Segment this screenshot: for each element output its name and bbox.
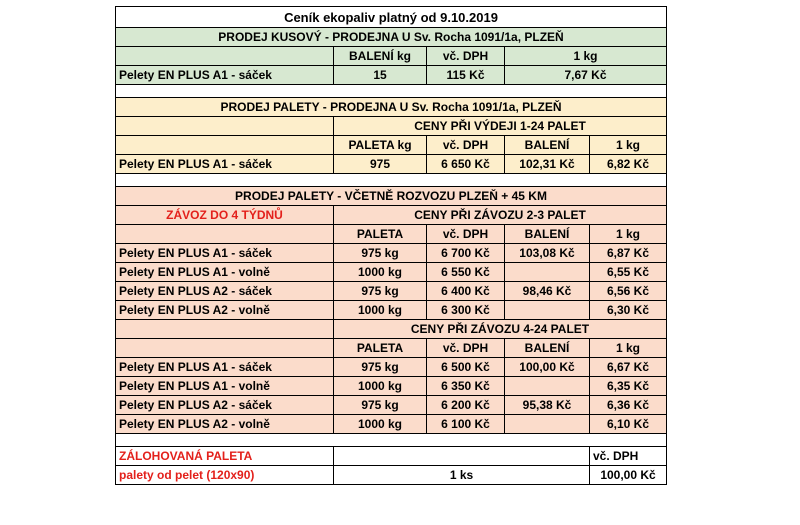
table-row xyxy=(116,66,667,85)
col-header-price: vč. DPH xyxy=(427,225,505,244)
pack-value: 103,08 Kč xyxy=(505,244,590,263)
blank-cell xyxy=(116,225,334,244)
section2-subheading-row xyxy=(116,117,667,136)
product-name: Pelety EN PLUS A1 - sáček xyxy=(116,155,334,174)
per-kg-value: 6,10 Kč xyxy=(590,415,667,434)
col-header-price: vč. DPH xyxy=(427,136,505,155)
per-kg-value: 6,35 Kč xyxy=(590,377,667,396)
product-name: Pelety EN PLUS A2 - volně xyxy=(116,415,334,434)
spacer-row xyxy=(116,85,667,98)
col-header-pack: BALENÍ kg xyxy=(334,47,427,66)
blank-cell xyxy=(334,447,590,466)
product-name: Pelety EN PLUS A2 - sáček xyxy=(116,396,334,415)
pallet-value: 975 kg xyxy=(334,282,427,301)
deposit-price-header: vč. DPH xyxy=(590,447,667,466)
section3-subheading-row xyxy=(116,206,667,225)
blank-cell xyxy=(116,136,334,155)
pack-value: 100,00 Kč xyxy=(505,358,590,377)
pallet-value: 975 kg xyxy=(334,244,427,263)
table-row xyxy=(116,377,667,396)
section3-heading: PRODEJ PALETY - VČETNĚ ROZVOZU PLZEŇ + 45 KM xyxy=(116,187,667,206)
col-header-pack: BALENÍ xyxy=(505,136,590,155)
deposit-qty: 1 ks xyxy=(334,466,590,485)
price-value: 115 Kč xyxy=(427,66,505,85)
col-header-pallet: PALETA xyxy=(334,339,427,358)
price-table xyxy=(115,6,667,485)
price-value: 6 100 Kč xyxy=(427,415,505,434)
table-row xyxy=(116,415,667,434)
group2-subheading: CENY PŘI ZÁVOZU 4-24 PALET xyxy=(334,320,667,339)
section2-heading: PRODEJ PALETY - PRODEJNA U Sv. Rocha 1091/1a, PLZEŇ xyxy=(116,98,667,117)
product-name: Pelety EN PLUS A1 - sáček xyxy=(116,66,334,85)
section1-heading: PRODEJ KUSOVÝ - PRODEJNA U Sv. Rocha 1091/1a, PLZEŇ xyxy=(116,28,667,47)
group1-subheading: CENY PŘI ZÁVOZU 2-3 PALET xyxy=(334,206,667,225)
group2-subheading-row xyxy=(116,320,667,339)
pallet-value: 1000 kg xyxy=(334,415,427,434)
section1-heading-row xyxy=(116,28,667,47)
price-value: 6 300 Kč xyxy=(427,301,505,320)
table-row xyxy=(116,396,667,415)
pack-value xyxy=(505,415,590,434)
price-value: 6 200 Kč xyxy=(427,396,505,415)
price-value: 6 550 Kč xyxy=(427,263,505,282)
blank-cell xyxy=(116,117,334,136)
group2-header-row xyxy=(116,339,667,358)
product-name: Pelety EN PLUS A1 - volně xyxy=(116,263,334,282)
section1-header-row xyxy=(116,47,667,66)
col-header-price: vč. DPH xyxy=(427,47,505,66)
price-value: 6 700 Kč xyxy=(427,244,505,263)
per-kg-value: 7,67 Kč xyxy=(505,66,667,85)
price-value: 6 400 Kč xyxy=(427,282,505,301)
per-kg-value: 6,67 Kč xyxy=(590,358,667,377)
per-kg-value: 6,55 Kč xyxy=(590,263,667,282)
price-value: 6 500 Kč xyxy=(427,358,505,377)
col-header-pack: BALENÍ xyxy=(505,339,590,358)
pallet-value: 1000 kg xyxy=(334,263,427,282)
pack-value xyxy=(505,263,590,282)
pack-value: 15 xyxy=(334,66,427,85)
col-header-per-kg: 1 kg xyxy=(590,225,667,244)
title-row xyxy=(116,7,667,28)
pallet-value: 975 kg xyxy=(334,358,427,377)
pallet-value: 1000 kg xyxy=(334,301,427,320)
product-name: Pelety EN PLUS A2 - volně xyxy=(116,301,334,320)
table-row xyxy=(116,155,667,174)
pallet-value: 1000 kg xyxy=(334,377,427,396)
pack-value xyxy=(505,377,590,396)
per-kg-value: 6,36 Kč xyxy=(590,396,667,415)
blank-cell xyxy=(116,47,334,66)
group1-header-row xyxy=(116,225,667,244)
col-header-pallet: PALETA xyxy=(334,225,427,244)
spacer-row xyxy=(116,174,667,187)
table-row xyxy=(116,263,667,282)
deposit-item: palety od pelet (120x90) xyxy=(116,466,334,485)
product-name: Pelety EN PLUS A1 - sáček xyxy=(116,358,334,377)
pack-value: 95,38 Kč xyxy=(505,396,590,415)
delivery-note: ZÁVOZ DO 4 TÝDNŮ xyxy=(116,206,334,225)
blank-cell xyxy=(116,339,334,358)
table-row xyxy=(116,358,667,377)
col-header-per-kg: 1 kg xyxy=(590,339,667,358)
pallet-value: 975 xyxy=(334,155,427,174)
deposit-label: ZÁLOHOVANÁ PALETA xyxy=(116,447,334,466)
price-value: 6 350 Kč xyxy=(427,377,505,396)
deposit-header-row xyxy=(116,447,667,466)
pack-value xyxy=(505,301,590,320)
deposit-price: 100,00 Kč xyxy=(590,466,667,485)
per-kg-value: 6,87 Kč xyxy=(590,244,667,263)
col-header-per-kg: 1 kg xyxy=(590,136,667,155)
pack-value: 98,46 Kč xyxy=(505,282,590,301)
col-header-price: vč. DPH xyxy=(427,339,505,358)
section2-header-row xyxy=(116,136,667,155)
product-name: Pelety EN PLUS A1 - sáček xyxy=(116,244,334,263)
price-value: 6 650 Kč xyxy=(427,155,505,174)
per-kg-value: 6,82 Kč xyxy=(590,155,667,174)
per-kg-value: 6,30 Kč xyxy=(590,301,667,320)
section2-heading-row xyxy=(116,98,667,117)
col-header-per-kg: 1 kg xyxy=(505,47,667,66)
section3-heading-row xyxy=(116,187,667,206)
price-list-sheet xyxy=(115,6,666,485)
product-name: Pelety EN PLUS A2 - sáček xyxy=(116,282,334,301)
table-row xyxy=(116,282,667,301)
spacer-row xyxy=(116,434,667,447)
deposit-row xyxy=(116,466,667,485)
product-name: Pelety EN PLUS A1 - volně xyxy=(116,377,334,396)
per-kg-value: 6,56 Kč xyxy=(590,282,667,301)
col-header-pack: BALENÍ xyxy=(505,225,590,244)
section2-subheading: CENY PŘI VÝDEJI 1-24 PALET xyxy=(334,117,667,136)
table-row xyxy=(116,301,667,320)
table-row xyxy=(116,244,667,263)
col-header-pallet: PALETA kg xyxy=(334,136,427,155)
blank-cell xyxy=(116,320,334,339)
pallet-value: 975 kg xyxy=(334,396,427,415)
page-title: Ceník ekopaliv platný od 9.10.2019 xyxy=(116,7,667,28)
pack-value: 102,31 Kč xyxy=(505,155,590,174)
